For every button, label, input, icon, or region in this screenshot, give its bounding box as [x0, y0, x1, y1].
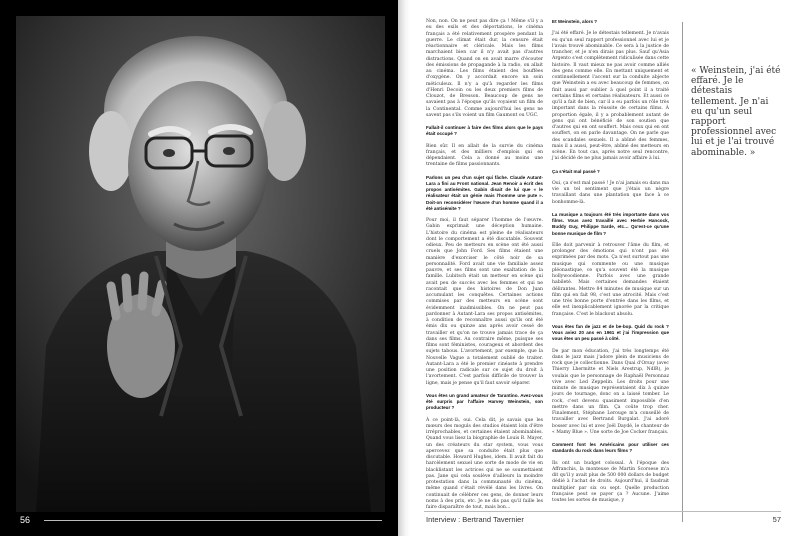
left-page	[0, 0, 398, 536]
interview-answer: Ils ont un budget colossal. À l'époque des Affranchis, la monteuse de Martin Scorsese m'a dit qu'il y avait plus de 500 000 dollars de budget dédié à l'achat de droits. Aujourd'hui, il faudrait multiplier par six ou sept. Quelle production française peut se payer ça ? Aucune. J'aime toutes les sortes de musique, y	[552, 460, 669, 503]
text-column-2	[552, 19, 669, 507]
pullquote: « Weinstein, j'ai été effaré. Je le détestais tellement. Je n'ai eu qu'un seul rapport professionnel avec lui et je l'ai trouvé abominable. »	[691, 66, 781, 158]
interview-answer: De par mon éducation, j'ai très longtemps été dans le jazz mais j'adore plein de musiciens de rock que je collectionne. Dans Quai d'Orsay (avec Thierry Lhermitte et Niels Arestrup, NdlR), je voulais que le personnage de Raphaël Personnaz vive avec Led Zeppelin. Les droits pour une minute de musique représentaient dix à quinze jours de tournage, donc on a laissé tomber. Le rock, c'est devenu quasiment impossible d'en mettre dans un film. Ça coûte trop cher. Finalement, Stéphane Lerouge m'a conseillé de travailler avec Bertrand Burgalat. J'ai adoré bosser avec lui et avec Joël Daydé, le chanteur de « Mamy Blue ». Une sorte de Joe Cocker français.	[552, 348, 669, 435]
page-number-right: 57	[772, 515, 781, 524]
interview-answer: Bien sûr. Il en allait de la survie du cinéma français, et des milliers d'emplois qui en dépendaient. Cela a donné au moins une trentaine de films passionnants.	[426, 143, 543, 168]
interview-question: Vous êtes un grand amateur de Tarantino. Avez-vous été surpris par l'affaire Harvey Weinstein, son producteur ?	[426, 392, 543, 411]
interview-answer: Oui, ça s'est mal passé ! Je n'ai jamais eu dans ma vie un tel sentiment que j'étais un nègre travaillant dans une plantation que face à ce bonhomme-là.	[552, 180, 669, 205]
interview-question: Vous êtes fan de jazz et de be-bop. Quid du rock ? Vous aviez 20 ans en 1961 et j'ai l'impression que vous êtes un peu passé à côté.	[552, 323, 669, 342]
interview-answer: J'ai été effaré. Je le détestais tellement. Je n'avais eu qu'un seul rapport professionnel avec lui et je l'avais trouvé abominable. Ce sera à la justice de trancher, et je n'en dirais pas plus. Sauf qu'Asia Argento s'est complètement ridiculisée dans cette histoire. Il vaut mieux ne pas avoir comme alliés des gens comme elle. En mettant uniquement et continuellement l'accent sur la conduite abjecte que Weinstein a eu avec beaucoup de femmes, on finit aussi par oublier à quel point il a traité certains films et certains réalisateurs. Et aussi ce qu'il a fait de bien, car il a eu parfois un rôle très important dans la réussite de certains films. À proportion égale, il y a probablement autant de gens qui ont bénéficié de son soutien que d'autres qui en ont souffert. Mais ceux qui en ont souffert, on en parle davantage. On ne parle que des scandales sexuels. Il a abîmé des femmes, mais il a aussi, peut-être, abîmé des metteurs en scène. En tout cas, après notre seul rencontre, j'ai décidé de ne plus jamais avoir affaire à lui.	[552, 31, 669, 162]
interview-answer: Pour moi, il faut séparer l'homme de l'œuvre. Gabin exprimait une déception humaine. L'histoire du cinéma est pleine de réalisateurs dont le comportement a été discutable. Souvent odieux. Peu de metteurs en scène ont été aussi cruels que John Ford. Ses films étaient une manière d'exorciser le côté noir de sa personnalité. Ford avait une vie familiale assez pauvre, et ses films sont une exaltation de la famille. Lubitsch était un metteur en scène qui avait peu de succès avec les femmes et qui ne racontait que des histoires de Don Juan accumulant les conquêtes. Certaines actions commises par des metteurs en scène sont évidemment inadmissibles. On ne peut pas pardonner à Autant-Lara ses propos antisémites, à condition de reconnaître aussi qu'ils ont été émis dix ou quinze ans après avoir cessé de travailler et qu'on ne trouve jamais trace de ça dans ses films. Au contraire même, puisque ses films sont féministes, courageux et abordent des sujets tabous. L'avortement, par exemple, que la Nouvelle Vague a totalement oublié de traiter. Autant-Lara a été le premier cinéaste à prendre une position radicale sur ce sujet du droit à l'avortement. C'est parfois difficile de trouver la ligne, mais je pense qu'il faut savoir séparer.	[426, 218, 543, 386]
interview-question: La musique a toujours été très importante dans vos films. Vous avez travaillé avec Herbie Hancock, Buddy Guy, Philippe Sarde, etc… Qu'est-ce qu'une bonne musique de film ?	[552, 211, 669, 236]
interview-question: Parlons un peu d'un sujet qui fâche. Claude Autant-Lara a fini au Front national. Jean Renoir a écrit des propos antisémites. Gabin disait de lui que « le réalisateur était un génie mais l'homme une pute ». Doit-on reconsidérer l'œuvre d'un homme quand il a été antisémite ?	[426, 174, 543, 211]
portrait-illustration	[16, 16, 385, 512]
book-gutter	[398, 0, 410, 536]
left-footer-rule	[44, 520, 382, 521]
interview-answer: Elle doit parvenir à retrouver l'âme du film, et prolonger des émotions qui n'ont pas été exprimées par des mots. Ça n'est surtout pas une musique qui commente ou une musique pléonastique, ce qu'a souvent été la musique hollywoodienne. Parfois avec une grande habileté. Mais certaines demandes étaient délirantes. Mettre 84 minutes de musique sur un film qui en fait 98, c'est une atrocité. Mais c'est une très bonne porte d'entrée dans les films, et elle est inexplicablement ignorée par la critique française. C'est le blackout absolu.	[552, 242, 669, 317]
right-footer-rule	[424, 511, 781, 512]
pullquote-rule	[682, 22, 683, 522]
interview-question: Comment font les Américains pour utiliser ces standards du rock dans leurs films ?	[552, 442, 669, 454]
interview-question: Et Weinstein, alors ?	[552, 19, 598, 24]
interview-question: Ça s'était mal passé ?	[552, 168, 600, 174]
portrait-photo	[16, 16, 385, 512]
interview-answer: Non, non. On ne peut pas dire ça ! Même s'il y a eu des exils et des déportations, le cinéma français a été relativement prospère pendant la guerre. Le climat était dur, la censure était réactionnaire et cléricale. Mais les films marchaient bien car il n'y avait pas d'autres distractions. Quand on en avait marre d'écouter des émissions de propagande à la radio, on allait au cinéma. Les films étaient des bouffées d'oxygène. On y accordait encore un soin méticuleux. Il n'y a qu'à regarder les films d'Henri Decoin ou les deux premiers films de Clouzot, de Bresson. Beaucoup de gens ne savaient pas à l'époque qu'ils voyaient un film de la Continental. Comme aujourd'hui les gens ne savent pas s'ils voient un film Gaumont ou UGC.	[426, 19, 543, 118]
running-footer-title: Interview : Bertrand Tavernier	[426, 515, 524, 524]
right-page	[410, 0, 799, 536]
text-column-1	[426, 19, 543, 510]
page-number-left: 56	[20, 515, 31, 525]
interview-question: Fallait-il continuer à faire des films alors que le pays était occupé ?	[426, 125, 543, 137]
interview-answer: À ce point-là, oui. Cela dit, je savais que les mœurs des moguls des studios étaient loin d'être irréprochables, et certaines étaient abominables. Quand vous lisez la biographie de Louis B. Mayer, un des créateurs du star system, vous vous apercevez que sa conduite était plus que discutable. Howard Hughes, idem. Il avait fait du harcèlement sexuel une sorte de mode de vie en blacklistant les actrices qui ne se soumettaient pas. Jane qui cela soulève d'ailleurs la moindre protestation dans la communauté du cinéma, même quand c'était révélé dans les livres. On continuait de célébrer ces gens, de donner leurs noms à des prix, etc. Je ne dis pas qu'il faille les faire disparaître de tout, mais bon…	[426, 417, 543, 510]
